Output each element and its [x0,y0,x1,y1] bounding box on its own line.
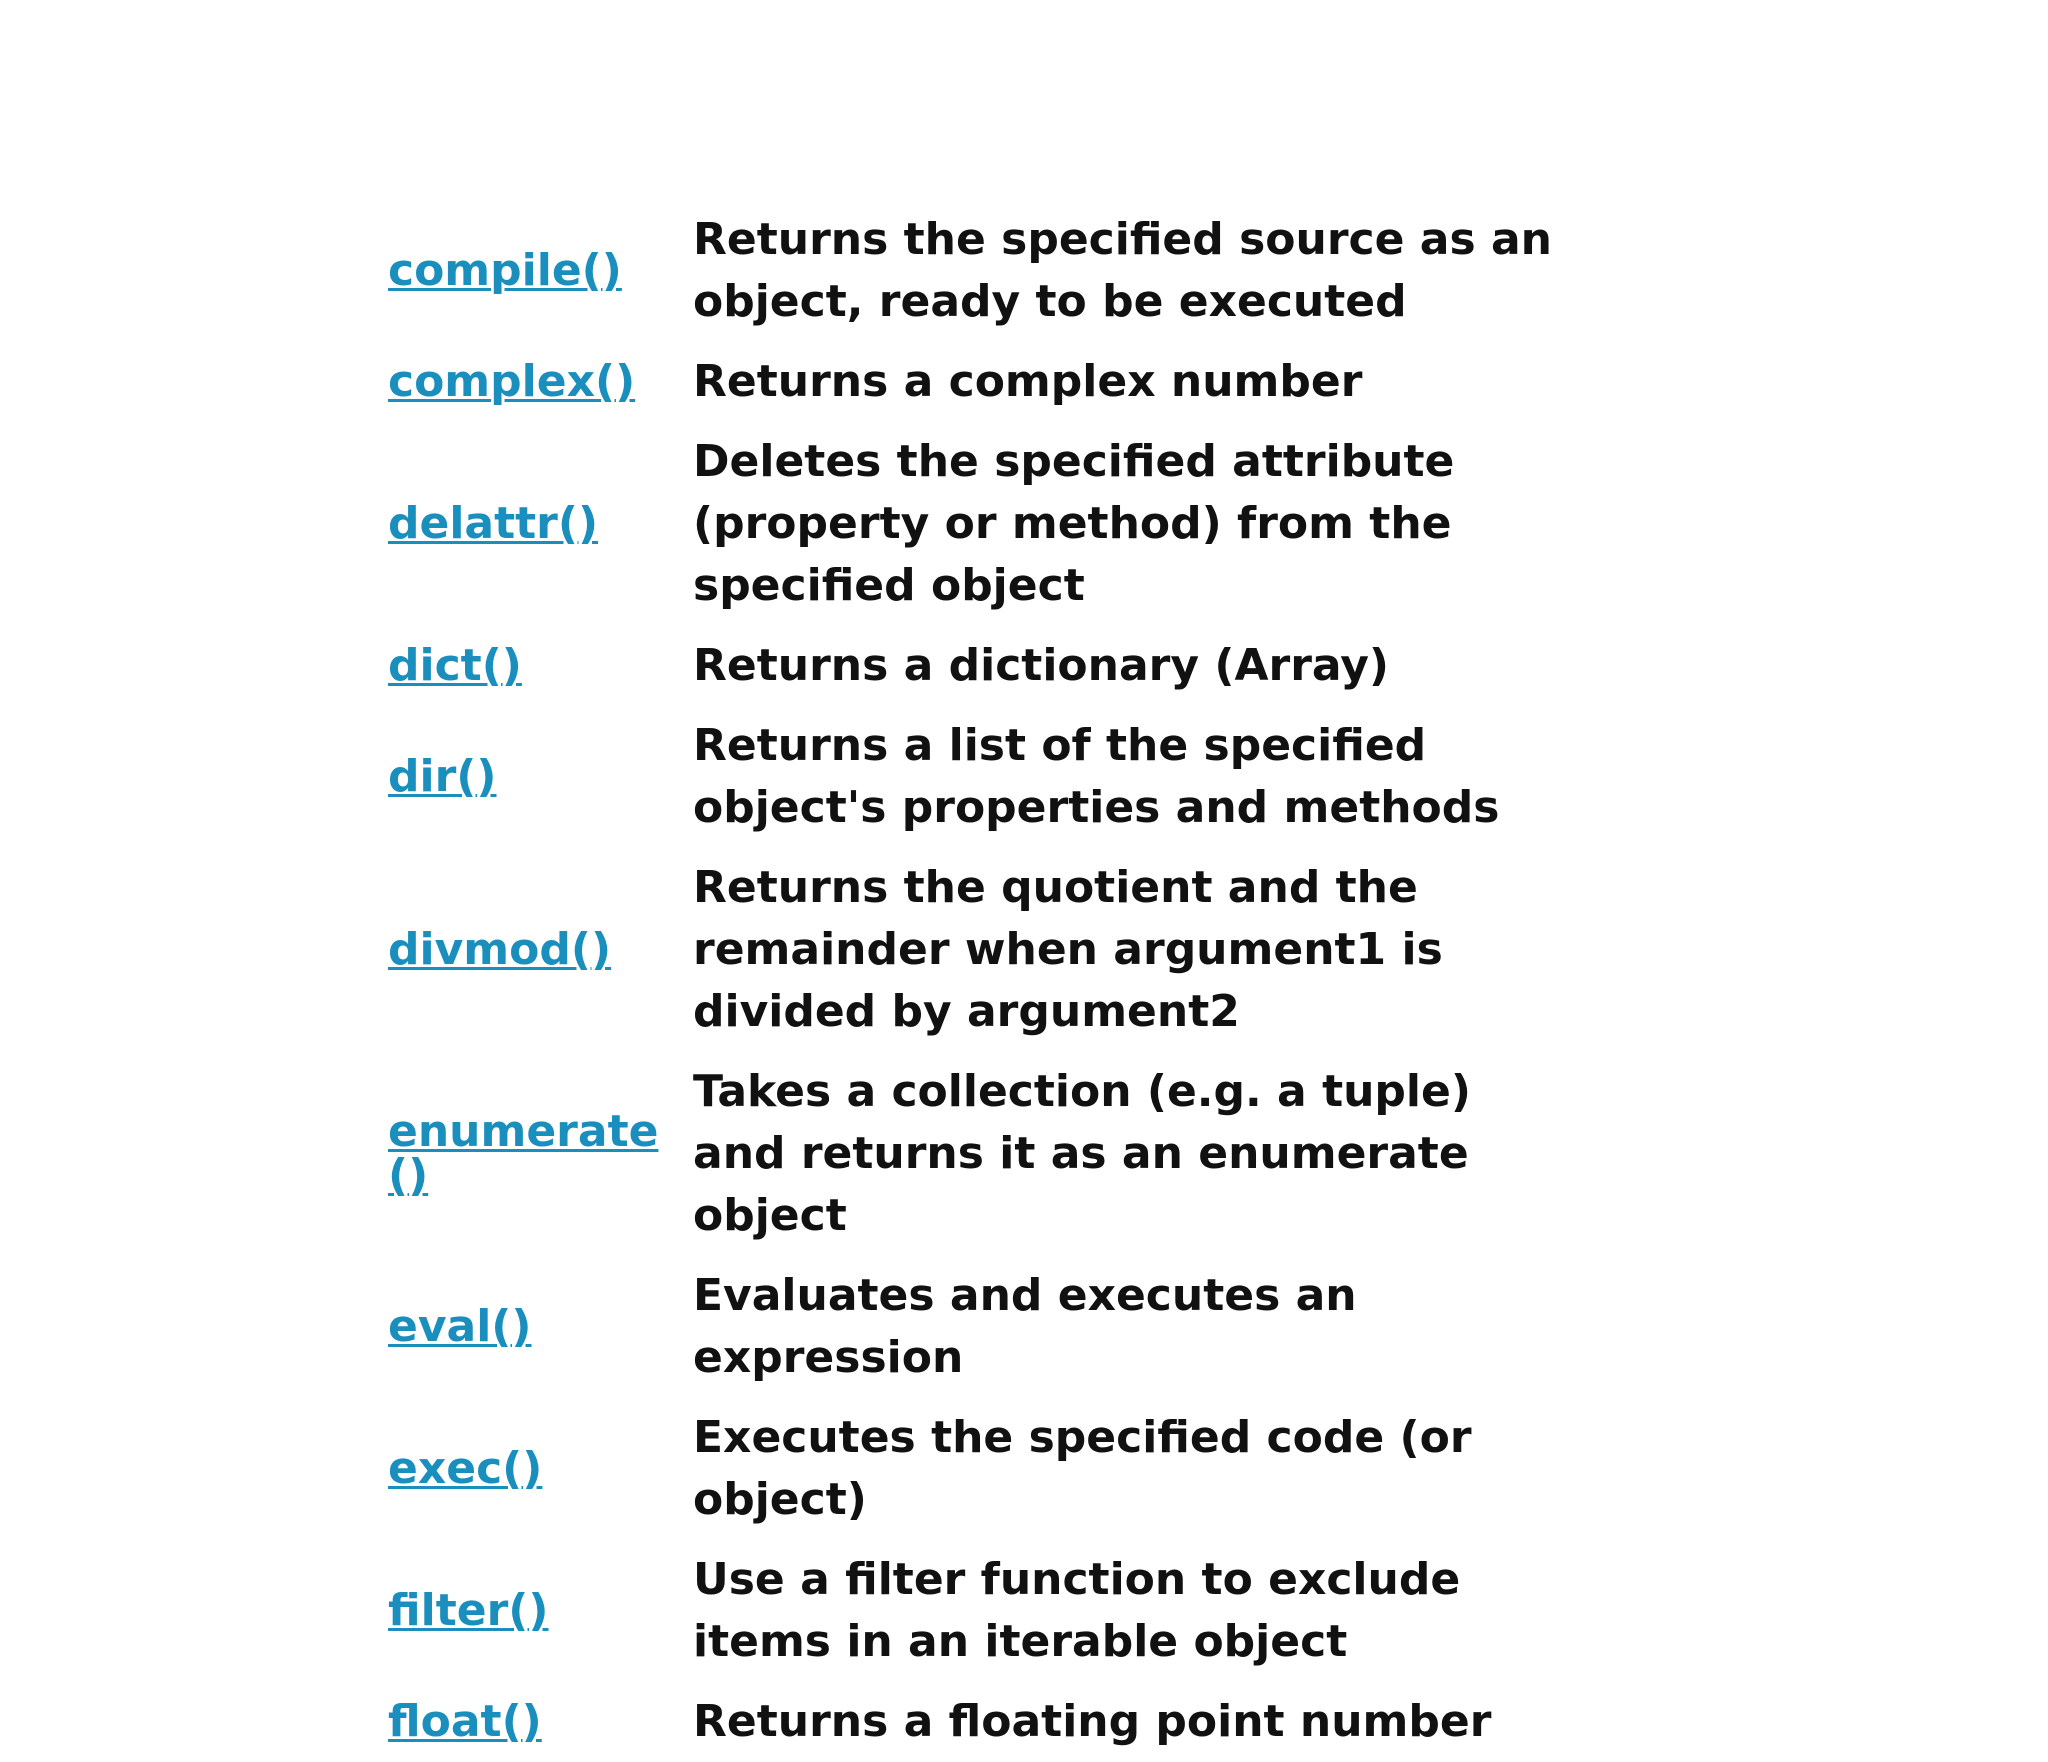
function-description: Evaluates and executes an expression [693,1270,1357,1383]
function-name-cell [388,1398,693,1540]
table-row [388,1256,1568,1398]
table-row [388,626,1568,706]
function-description-cell [693,706,1568,848]
function-name-cell [388,1052,693,1256]
function-description: Executes the specified code (or object) [693,1412,1472,1525]
table-row [388,1682,1568,1762]
function-name-cell [388,848,693,1052]
function-description-cell [693,626,1568,706]
function-description: Returns a floating point number [693,1696,1492,1747]
function-description: Returns a complex number [693,356,1363,407]
table-row [388,1540,1568,1682]
function-name-cell [388,1256,693,1398]
function-name-cell [388,422,693,626]
function-link-filter[interactable]: filter() [388,1585,549,1636]
function-link-dict[interactable]: dict() [388,640,522,691]
function-description: Use a filter function to exclude items in an iterable object [693,1554,1461,1667]
function-description-cell [693,1256,1568,1398]
function-name-cell [388,342,693,422]
function-description-cell [693,1052,1568,1256]
function-description-cell [693,1540,1568,1682]
function-name-cell [388,706,693,848]
function-description-cell [693,1398,1568,1540]
function-description-cell [693,848,1568,1052]
function-name-cell [388,1682,693,1762]
function-name-cell [388,200,693,342]
function-link-enumerate[interactable]: enumerate() [388,1106,659,1201]
function-description-cell [693,200,1568,342]
function-description-cell [693,422,1568,626]
function-description: Returns a list of the specified object's properties and methods [693,720,1500,833]
table-row [388,848,1568,1052]
function-description: Takes a collection (e.g. a tuple) and returns it as an enumerate object [693,1066,1471,1241]
function-link-exec[interactable]: exec() [388,1443,543,1494]
function-link-compile[interactable]: compile() [388,245,622,296]
function-link-dir[interactable]: dir() [388,751,497,802]
function-name-cell [388,1540,693,1682]
table-row [388,200,1568,342]
table-row [388,1052,1568,1256]
function-description: Returns the quotient and the remainder when argument1 is divided by argument2 [693,862,1443,1037]
table-row [388,422,1568,626]
function-name-cell [388,626,693,706]
functions-table [388,200,1568,1762]
function-description-cell [693,342,1568,422]
function-link-eval[interactable]: eval() [388,1301,532,1352]
function-description: Returns the specified source as an object, ready to be executed [693,214,1552,327]
function-description: Deletes the specified attribute (property or method) from the specified object [693,436,1455,611]
table-row [388,1398,1568,1540]
function-link-complex[interactable]: complex() [388,356,636,407]
function-link-float[interactable]: float() [388,1696,542,1747]
function-link-divmod[interactable]: divmod() [388,924,612,975]
function-link-delattr[interactable]: delattr() [388,498,599,549]
function-description-cell [693,1682,1568,1762]
function-description: Returns a dictionary (Array) [693,640,1390,691]
table-row [388,342,1568,422]
table-row [388,706,1568,848]
